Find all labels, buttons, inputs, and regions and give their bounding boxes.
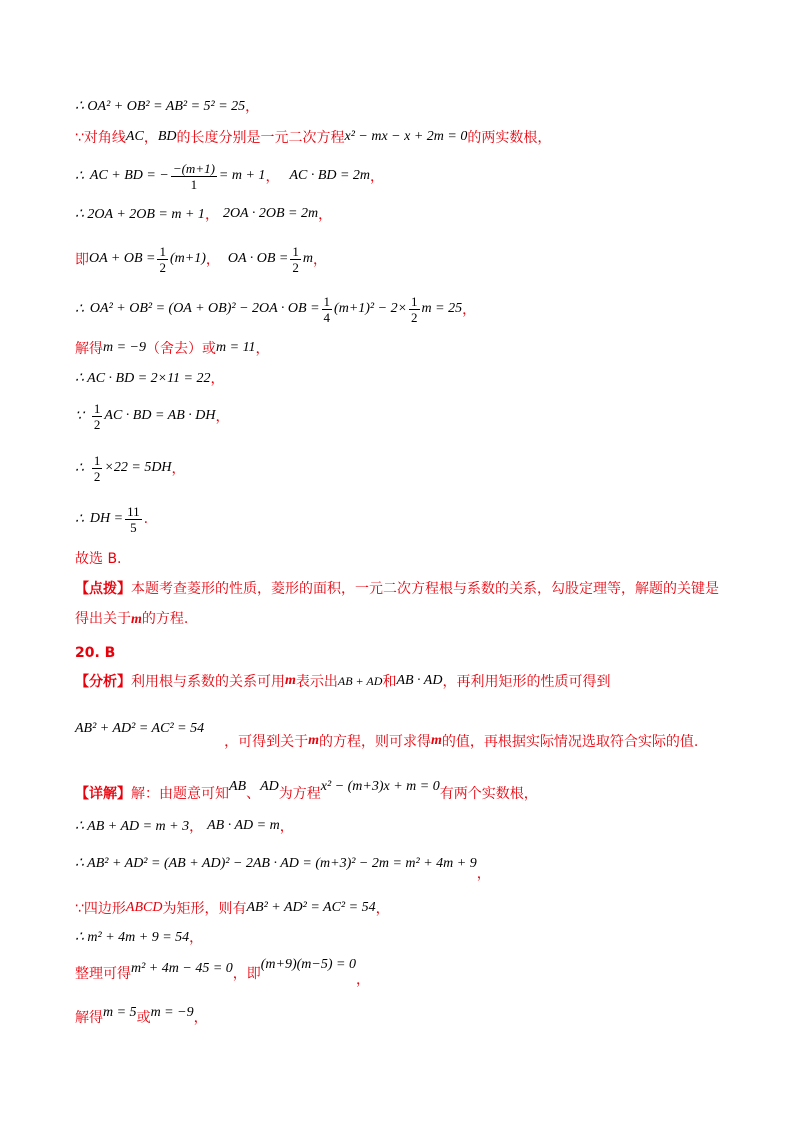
fraction <box>322 294 333 325</box>
fraction <box>157 244 168 275</box>
text: 解得 <box>75 341 103 357</box>
fraction <box>171 161 217 192</box>
equation: x² − (m+3)x + m = 0 <box>320 779 440 794</box>
equation: ∴ AB + AD = m + 3 <box>75 818 190 834</box>
text: 为方程 <box>278 786 321 802</box>
text: 的长度分别是一元二次方程 <box>176 130 345 146</box>
numerator: 1 <box>93 452 101 468</box>
punct: ， <box>375 901 390 917</box>
equation: m = −9 <box>150 1005 194 1020</box>
text: ，可得到关于 <box>224 734 309 750</box>
detail-factor <box>75 958 370 988</box>
equation: OA² + OB² = (OA + OB)² − 2OA · OB = <box>89 301 320 316</box>
numerator: −(m+1) <box>172 160 215 176</box>
text: ∵对角线 <box>75 130 126 146</box>
equation: m <box>302 251 314 266</box>
segment-ac: AC <box>125 129 144 144</box>
because-symbol: ∴ <box>75 460 84 476</box>
equation: ∴ 2OA + 2OB = m + 1 <box>75 206 205 222</box>
variable: m <box>308 733 319 748</box>
numerator: 11 <box>127 503 140 519</box>
variable: m <box>430 733 442 748</box>
equation: AC · BD = AB · DH <box>104 408 216 423</box>
text: 和 <box>382 674 397 690</box>
therefore-symbol: ∴ <box>75 301 84 317</box>
punct: ， <box>171 461 186 477</box>
text: ∵四边形 <box>75 901 126 917</box>
equation: ∴ m² + 4m + 9 = 54 <box>75 929 190 945</box>
text: 的方程，则可求得 <box>318 734 431 750</box>
detail-rectangle <box>75 897 390 919</box>
punct: ， <box>462 302 477 318</box>
equation: DH = <box>89 511 124 526</box>
step-solve-m <box>75 337 270 359</box>
numerator: 1 <box>292 243 299 259</box>
text: 有两个实数根， <box>439 786 538 802</box>
text: 的方程. <box>141 611 189 627</box>
punct: ， <box>189 930 204 946</box>
tip-label: 【点拨】 <box>75 581 131 597</box>
punct: . <box>143 511 149 527</box>
equation: OA · OB = <box>227 251 289 266</box>
text: ，即 <box>232 966 261 982</box>
step-vieta <box>75 158 384 194</box>
therefore-symbol: ∴ <box>75 511 84 527</box>
denominator: 4 <box>323 309 331 325</box>
text: 、 <box>246 786 261 802</box>
variable: m <box>285 673 296 688</box>
segment-ab: AB <box>229 779 247 794</box>
tip-paragraph <box>75 574 725 635</box>
detail-expand <box>75 848 491 882</box>
step-area-value <box>75 450 186 486</box>
detail-eq54 <box>75 926 203 948</box>
numerator: 1 <box>159 243 166 259</box>
punct: ， <box>143 130 158 146</box>
text: 的两实数根， <box>467 130 552 146</box>
denominator: 2 <box>93 468 101 484</box>
quadratic-equation: x² − mx − x + 2m = 0 <box>344 129 468 144</box>
punct: ， <box>313 252 328 268</box>
punct: ， <box>189 819 204 835</box>
fraction <box>125 504 142 535</box>
punct: ， <box>245 99 260 115</box>
equation: AB · AD = m <box>207 818 280 833</box>
punct: ， <box>370 169 385 185</box>
analysis-line-2 <box>75 722 698 752</box>
equation: ∴ OA² + OB² = AB² = 5² = 25 <box>75 98 246 114</box>
denominator: 2 <box>292 259 299 275</box>
equation: AC · BD = 2m <box>289 168 371 183</box>
fraction <box>290 244 301 275</box>
text: 利用根与系数的关系可用 <box>131 674 285 690</box>
fraction <box>92 453 103 484</box>
equation: (m+1)² − 2× <box>334 301 408 316</box>
variable: m <box>131 612 142 627</box>
equation: AB² + AD² = AC² = 54 <box>75 721 205 736</box>
fraction <box>409 294 420 325</box>
analysis-label: 【分析】 <box>75 674 131 690</box>
punct: ， <box>204 207 219 223</box>
punct: ， <box>205 252 220 268</box>
equation: (m+1) <box>169 251 206 266</box>
segment-ad: AD <box>260 779 279 794</box>
equation: m = 5 <box>103 1005 137 1020</box>
detail-solve <box>75 1006 208 1028</box>
equation: 2OA · 2OB = 2m <box>222 206 319 221</box>
text: 20. B <box>75 645 116 661</box>
denominator: 2 <box>411 309 418 325</box>
fraction <box>92 401 103 432</box>
equation: OA + OB = <box>89 251 156 266</box>
text: 本题考查菱形的性质，菱形的面积，一元二次方程根与系数的关系，勾股定理等，解题的关键是 <box>131 581 719 597</box>
text: 解得 <box>75 1010 103 1026</box>
numerator: 1 <box>323 293 331 309</box>
denominator: 1 <box>190 176 198 192</box>
text: 整理可得 <box>75 966 131 982</box>
analysis-line <box>75 670 610 692</box>
detail-line <box>75 778 538 808</box>
step-product <box>75 367 225 389</box>
denominator: 2 <box>93 416 101 432</box>
equation: m = 25 <box>421 301 463 316</box>
text: 为矩形，则有 <box>162 901 247 917</box>
denominator: 2 <box>159 259 166 275</box>
punct: ， <box>279 819 294 835</box>
text: 得出关于 <box>75 611 131 627</box>
punct: ， <box>193 1010 208 1026</box>
segment-bd: BD <box>157 129 177 144</box>
equation: m² + 4m − 45 = 0 <box>131 961 233 976</box>
text: 解：由题意可知 <box>131 786 229 802</box>
detail-vieta <box>75 815 294 837</box>
equation: ×22 = 5DH <box>104 460 172 475</box>
because-symbol: ∵ <box>75 408 84 424</box>
denominator: 5 <box>130 519 137 535</box>
equation: AB · AD <box>396 673 443 688</box>
equation: ∴ AB² + AD² = (AB + AD)² − 2AB · AD = (m+3)² − 2m = m² + 4m + 9 <box>75 855 477 871</box>
numerator: 1 <box>93 400 101 416</box>
step-expand <box>75 290 476 328</box>
punct: ， <box>215 409 230 425</box>
text: 的值，再根据实际情况选取符合实际的值. <box>441 734 699 750</box>
step-roots-intro <box>75 126 551 148</box>
text: （舍去）或 <box>146 341 217 357</box>
text: 即 <box>75 252 89 268</box>
punct: ， <box>255 341 270 357</box>
step-dh <box>75 500 148 538</box>
punct: ， <box>210 371 225 387</box>
equation: AB + AD <box>337 673 383 688</box>
shape-abcd: ABCD <box>125 900 163 915</box>
answer-choice <box>75 547 122 569</box>
equation: AB² + AD² = AC² = 54 <box>246 900 376 915</box>
text: 故选 B. <box>75 551 122 567</box>
text: 或 <box>136 1010 151 1026</box>
text: 表示出 <box>295 674 338 690</box>
therefore-symbol: ∴ <box>75 168 84 184</box>
text: ，再利用矩形的性质可得到 <box>442 674 611 690</box>
punct: ， <box>318 207 333 223</box>
equation: m = 11 <box>216 340 256 355</box>
punct: ， <box>355 972 370 988</box>
step-sum-product <box>75 240 327 278</box>
equation: m = −9 <box>103 340 147 355</box>
equation: ∴ AC · BD = 2×11 = 22 <box>75 370 211 386</box>
equation: = m + 1 <box>218 168 266 183</box>
step-double <box>75 203 332 225</box>
punct: ， <box>476 866 491 882</box>
equation: (m+9)(m−5) = 0 <box>260 957 356 972</box>
punct: ， <box>265 169 280 185</box>
numerator: 1 <box>411 293 418 309</box>
step-area <box>75 398 230 434</box>
step-pythagoras <box>75 95 259 117</box>
detail-label: 【详解】 <box>75 786 131 802</box>
question-20-answer <box>75 642 115 664</box>
equation: AC + BD = − <box>89 168 169 183</box>
